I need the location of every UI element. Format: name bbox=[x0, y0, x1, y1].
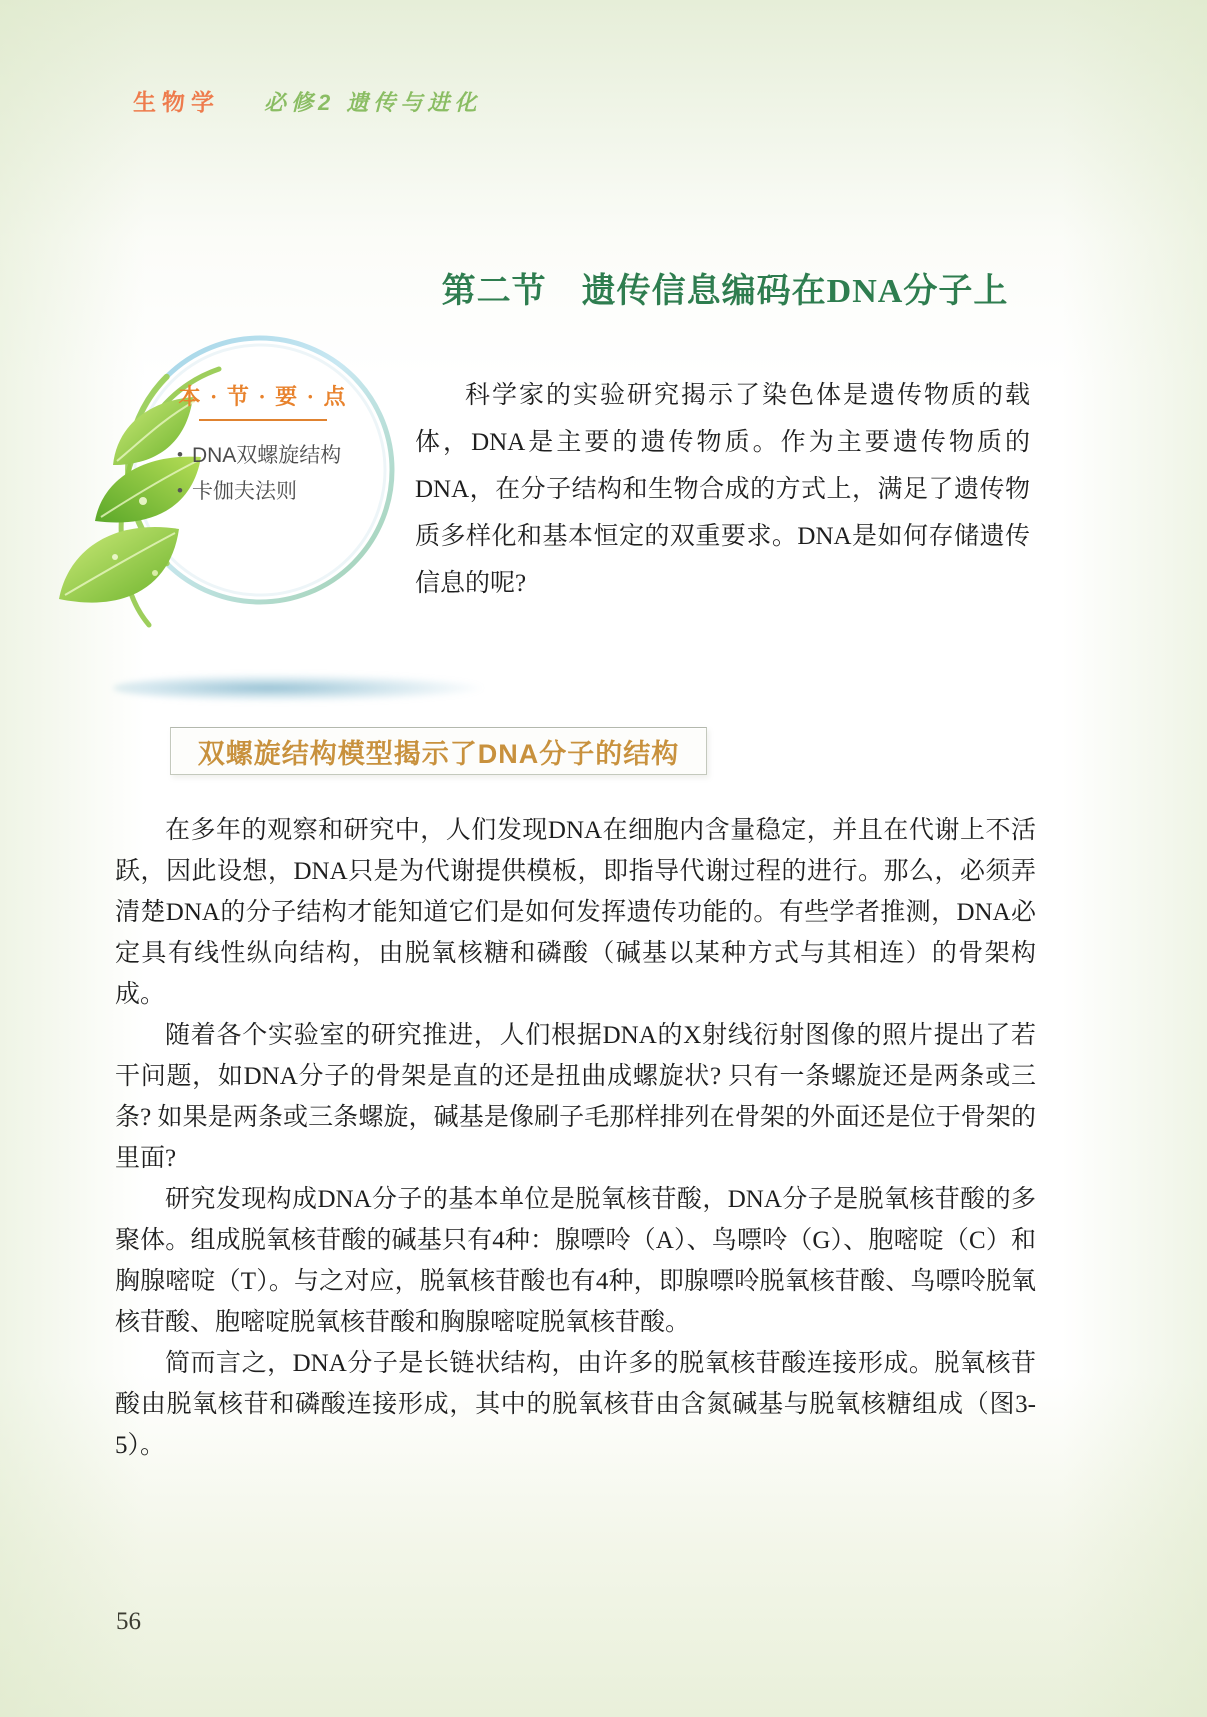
badge-shadow-decor bbox=[113, 674, 483, 702]
key-point-item: • 卡伽夫法则 bbox=[177, 473, 383, 509]
key-points-content bbox=[143, 380, 383, 509]
droplet-icon bbox=[152, 570, 158, 576]
droplet-icon bbox=[112, 554, 118, 560]
header-module: 必修2 遗传与进化 bbox=[264, 90, 482, 115]
body-paragraph: 研究发现构成DNA分子的基本单位是脱氧核苷酸，DNA分子是脱氧核苷酸的多聚体。组成脱氧核苷酸的碱基只有4种：腺嘌呤（A）、鸟嘌呤（G）、胞嘧啶（C）和胸腺嘧啶（T）。与之对应，脱氧核苷酸也有4种，即腺嘌呤脱氧核苷酸、鸟嘌呤脱氧核苷酸、胞嘧啶脱氧核苷酸和胸腺嘧啶脱氧核苷酸。 bbox=[115, 1186, 1036, 1336]
intro-paragraph: 科学家的实验研究揭示了染色体是遗传物质的载体，DNA是主要的遗传物质。作为主要遗传物质的DNA，在分子结构和生物合成的方式上，满足了遗传物质多样化和基本恒定的双重要求。DNA是如何存储遗传信息的呢? bbox=[415, 382, 1030, 597]
body-paragraph: 随着各个实验室的研究推进，人们根据DNA的X射线衍射图像的照片提出了若干问题，如DNA分子的骨架是直的还是扭曲成螺旋状? 只有一条螺旋还是两条或三条? 如果是两条或三条螺旋，碱基是像刷子毛那样排列在骨架的外面还是位于骨架的里面? bbox=[115, 1022, 1036, 1172]
subsection-heading: 双螺旋结构模型揭示了DNA分子的结构 bbox=[197, 738, 680, 769]
key-points-underline bbox=[199, 419, 327, 421]
body-text bbox=[115, 810, 1036, 1466]
body-paragraph: 在多年的观察和研究中，人们发现DNA在细胞内含量稳定，并且在代谢上不活跃，因此设想，DNA只是为代谢提供模板，即指导代谢过程的进行。那么，必须弄清楚DNA的分子结构才能知道它们是如何发挥遗传功能的。有些学者推测，DNA必定具有线性纵向结构，由脱氧核糖和磷酸（碱基以某种方式与其相连）的骨架构成。 bbox=[115, 817, 1036, 1008]
key-points-list bbox=[143, 437, 383, 509]
key-point-item: • DNA双螺旋结构 bbox=[177, 437, 383, 473]
body-paragraph: 简而言之，DNA分子是长链状结构，由许多的脱氧核苷酸连接形成。脱氧核苷酸由脱氧核苷和磷酸连接形成，其中的脱氧核苷由含氮碱基与脱氧核糖组成（图3-5）。 bbox=[115, 1350, 1036, 1459]
section-title: 第二节 遗传信息编码在DNA分子上 bbox=[441, 273, 1009, 310]
subsection-heading-box bbox=[170, 727, 707, 775]
page-header bbox=[133, 84, 481, 117]
key-points-title: 本 · 节 · 要 · 点 bbox=[178, 384, 348, 409]
page-number: 56 bbox=[116, 1608, 141, 1635]
header-subject: 生物学 bbox=[133, 89, 220, 115]
